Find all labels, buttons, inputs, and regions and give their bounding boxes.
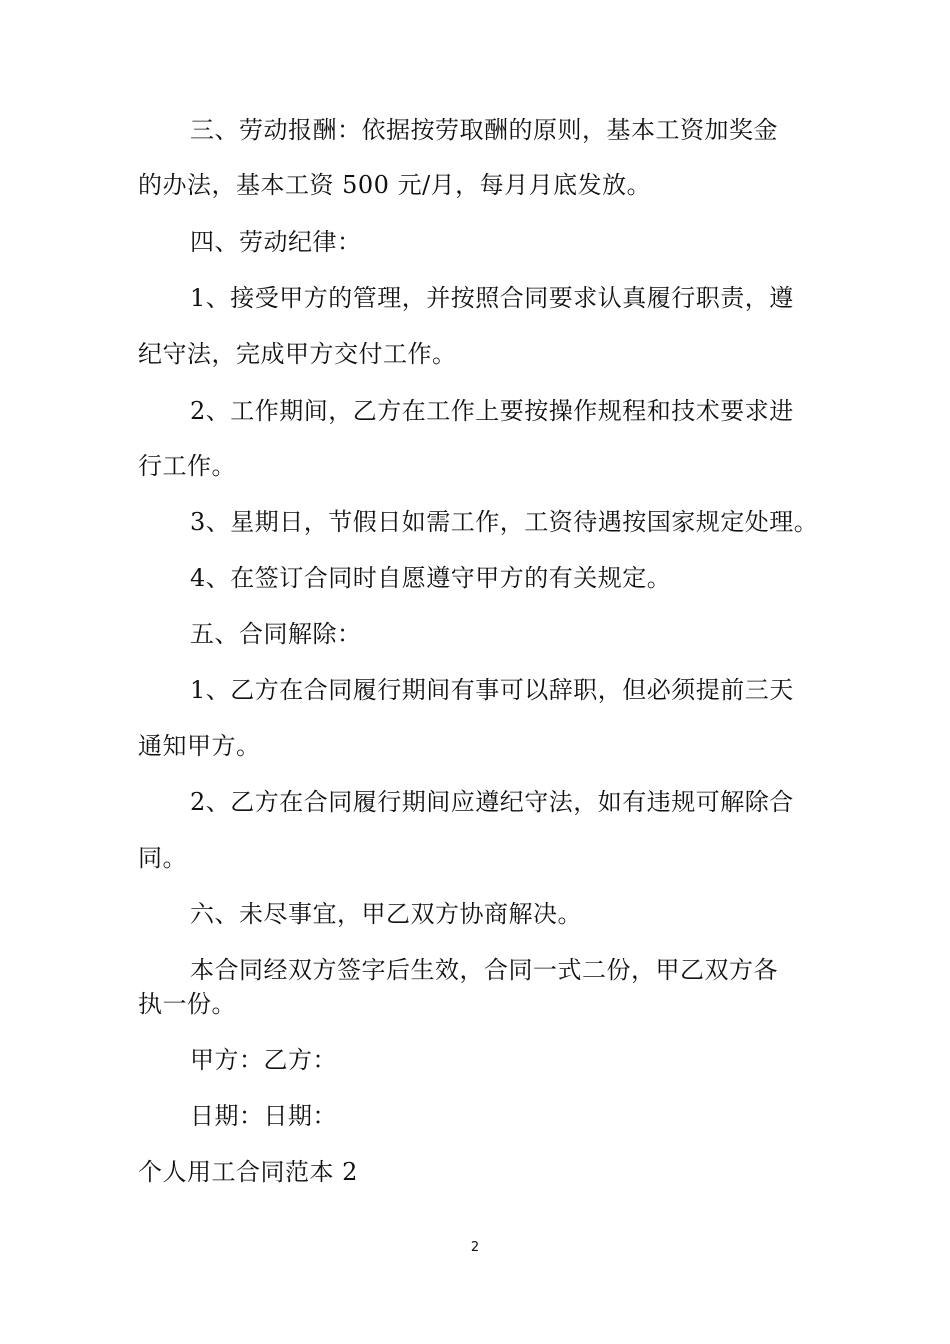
signature-dates: 日期：日期： (190, 1102, 337, 1130)
text-line: 纪守法，完成甲方交付工作。 (138, 340, 457, 368)
text-line: 同。 (138, 844, 187, 872)
section-heading: 五、合同解除： (190, 620, 362, 648)
text-line: 3、星期日，节假日如需工作，工资待遇按国家规定处理。 (190, 508, 819, 536)
text-line: 本合同经双方签字后生效，合同一式二份，甲乙双方各 (190, 956, 778, 984)
signature-parties: 甲方：乙方： (190, 1046, 337, 1074)
document-title: 个人用工合同范本 2 (138, 1158, 358, 1186)
text-line: 行工作。 (138, 452, 236, 480)
section-heading: 六、未尽事宜，甲乙双方协商解决。 (190, 900, 582, 928)
text-line: 2、乙方在合同履行期间应遵纪守法，如有违规可解除合 (190, 788, 794, 816)
text-line: 执一份。 (138, 990, 236, 1018)
text-line: 的办法，基本工资 500 元/月，每月月底发放。 (138, 171, 652, 199)
text-line: 1、乙方在合同履行期间有事可以辞职，但必须提前三天 (190, 676, 794, 704)
text-line: 4、在签订合同时自愿遵守甲方的有关规定。 (190, 564, 672, 592)
section-heading: 四、劳动纪律： (190, 228, 362, 256)
page-number: 2 (470, 1240, 480, 1255)
text-line: 三、劳动报酬：依据按劳取酬的原则，基本工资加奖金 (190, 116, 778, 144)
text-line: 通知甲方。 (138, 732, 261, 760)
text-line: 2、工作期间，乙方在工作上要按操作规程和技术要求进 (190, 397, 794, 425)
text-line: 1、接受甲方的管理，并按照合同要求认真履行职责，遵 (190, 284, 794, 312)
